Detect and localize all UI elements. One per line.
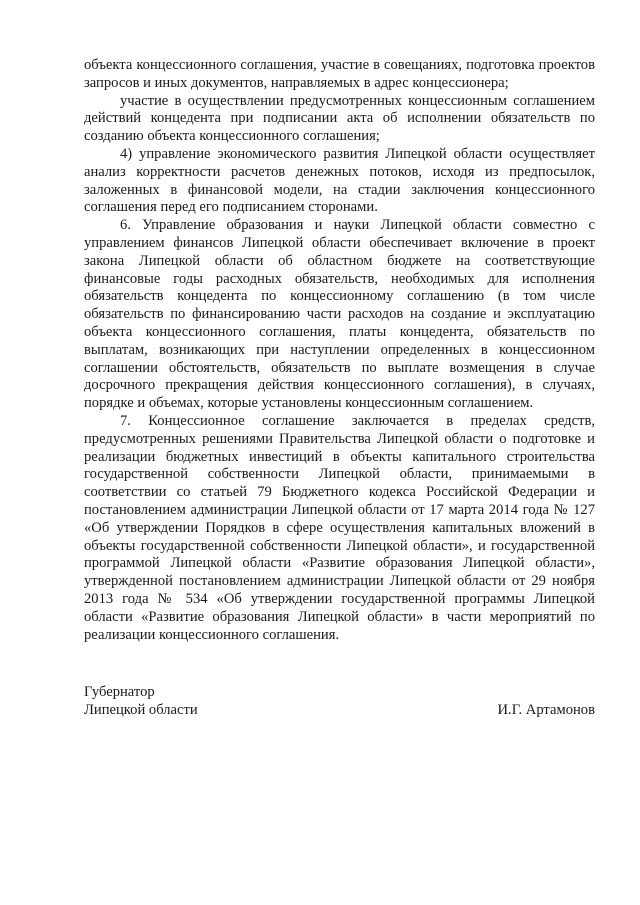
signatory-title-line1: Губернатор	[84, 684, 155, 700]
signatory-name: И.Г. Артамонов	[497, 702, 595, 718]
paragraph-item-7: 7. Концессионное соглашение заключается в пределах средств, предусмотренных решениями Правительства Липецкой области о подготовке и реализации бюджетных инвестиций в объекты капитального строительства государственной собственности Липецкой области, принимаемыми в соответствии со статьей 79 Бюджетного кодекса Российской Федерации и постановлением администрации Липецкой области от 17 марта 2014 года № 127 «Об утверждении Порядков в сфере осуществления капитальных вложений в объекты государственной собственности Липецкой области», и государственной программой Липецкой области «Развитие образования Липецкой области», утвержденной постановлением администрации Липецкой области от 29 ноября 2013 года № 534 «Об утверждении государственной программы Липецкой области «Развитие образования Липецкой области» в части мероприятий по реализации концессионного соглашения.	[84, 412, 595, 643]
signature-block	[84, 683, 595, 719]
paragraph-participation: участие в осуществлении предусмотренных концессионным соглашением действий концедента при подписании акта об исполнении обязательств по созданию объекта концессионного соглашения;	[84, 92, 595, 145]
document-body	[84, 57, 595, 644]
paragraph-continuation: объекта концессионного соглашения, участие в совещаниях, подготовка проектов запросов и иных документов, направляемых в адрес концессионера;	[84, 57, 595, 91]
signature-row	[84, 701, 595, 719]
paragraph-item-6: 6. Управление образования и науки Липецкой области совместно с управлением финансов Липецкой области обеспечивает включение в проект закона Липецкой области об областном бюджете на соответствующие финансовые годы расходных обязательств, необходимых для исполнения обязательств концедента по концессионному соглашению (в том числе обязательств по финансированию части расходов на создание и эксплуатацию объекта концессионного соглашения, платы концедента, обязательств по выплатам, возникающих при наступлении определенных в концессионном соглашении обстоятельств, обязательств по выплате возмещения в случае досрочного прекращения действия концессионного соглашения), в случаях, порядке и объемах, которые установлены концессионным соглашением.	[84, 217, 595, 412]
signatory-title-line2: Липецкой области	[84, 702, 198, 718]
paragraph-item-4: 4) управление экономического развития Липецкой области осуществляет анализ корректности расчетов денежных потоков, исходя из предпосылок, заложенных в финансовой модели, на стадии заключения концессионного соглашения перед его подписанием сторонами.	[84, 145, 595, 216]
